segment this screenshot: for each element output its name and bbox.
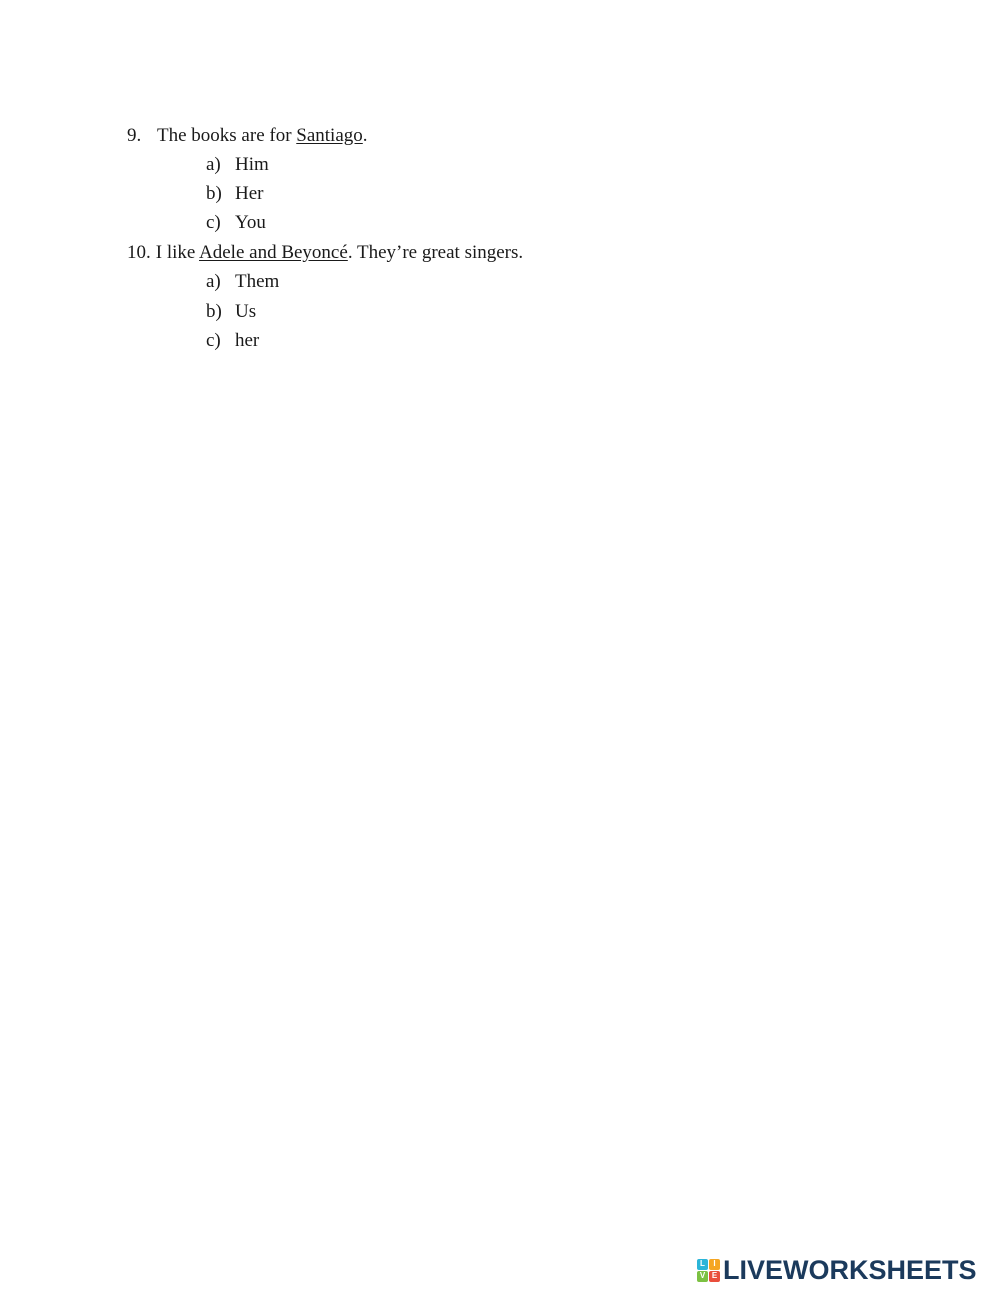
option-letter: b) bbox=[206, 301, 222, 322]
option-9b[interactable] bbox=[206, 182, 263, 206]
option-text: Him bbox=[235, 154, 269, 175]
liveworksheets-logo bbox=[697, 1255, 977, 1285]
logo-tile-v: V bbox=[697, 1271, 708, 1282]
option-letter: c) bbox=[206, 212, 221, 233]
question-9 bbox=[127, 124, 368, 148]
question-text-after: . bbox=[362, 125, 368, 146]
question-text-before: I like bbox=[155, 242, 200, 263]
option-text: Her bbox=[235, 183, 264, 204]
question-10 bbox=[127, 241, 523, 265]
option-10b[interactable] bbox=[206, 300, 256, 324]
question-underlined-word: Adele and Beyoncé bbox=[199, 242, 348, 263]
option-10c[interactable] bbox=[206, 329, 259, 353]
option-text: her bbox=[235, 330, 260, 351]
option-text: Them bbox=[235, 271, 280, 292]
question-underlined-word: Santiago bbox=[296, 125, 363, 146]
option-9a[interactable] bbox=[206, 153, 269, 177]
brand-name: LIVEWORKSHEETS bbox=[723, 1255, 977, 1285]
option-9c[interactable] bbox=[206, 211, 266, 235]
option-letter: a) bbox=[206, 154, 221, 175]
option-letter: b) bbox=[206, 183, 222, 204]
logo-tile-i: I bbox=[709, 1259, 720, 1270]
question-text-before: The books are for bbox=[157, 125, 297, 146]
question-number: 9. bbox=[127, 125, 142, 146]
logo-tiles-icon bbox=[697, 1259, 720, 1282]
question-text-after: . They’re great singers. bbox=[347, 242, 524, 263]
option-10a[interactable] bbox=[206, 270, 279, 294]
logo-tile-e: E bbox=[709, 1271, 720, 1282]
option-letter: a) bbox=[206, 271, 221, 292]
logo-tile-l: L bbox=[697, 1259, 708, 1270]
option-text: You bbox=[235, 212, 266, 233]
option-text: Us bbox=[235, 301, 257, 322]
question-number: 10. bbox=[127, 242, 151, 263]
option-letter: c) bbox=[206, 330, 221, 351]
